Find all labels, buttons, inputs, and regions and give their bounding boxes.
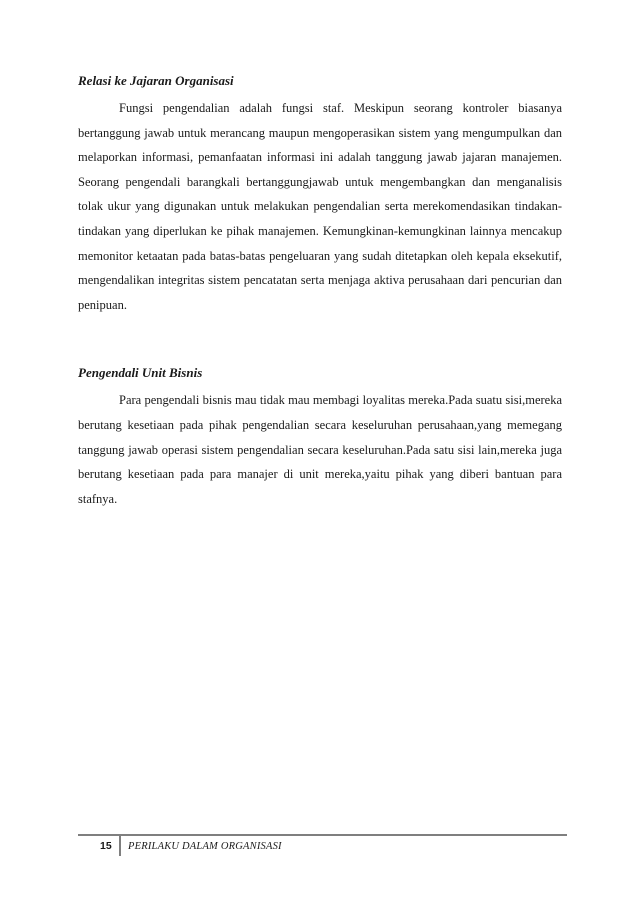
section-relasi-jajaran <box>78 72 562 317</box>
page-footer <box>78 834 567 856</box>
section-paragraph: Para pengendali bisnis mau tidak mau membagi loyalitas mereka.Pada suatu sisi,mereka berutang kesetiaan pada pihak pengendalian secara keseluruhan perusahaan,yang memegang tanggung jawab operasi sistem pengendalian secara keseluruhan.Pada satu sisi lain,mereka juga berutang kesetiaan pada para manajer di unit mereka,yaitu pihak yang diberi bantuan para stafnya. <box>78 393 562 506</box>
section-heading: Pengendali Unit Bisnis <box>78 365 203 381</box>
section-paragraph: Fungsi pengendalian adalah fungsi staf. Meskipun seorang kontroler biasanya bertanggung jawab untuk merancang maupun mengoperasikan sistem yang mengumpulkan dan melaporkan informasi, pemanfaatan informasi ini adalah tanggung jawab jajaran manajemen. Seorang pengendali barangkali bertanggungjawab untuk mengembangkan dan menganalisis tolak ukur yang digunakan untuk melakukan pengendalian serta merekomendasikan tindakan-tindakan yang diperlukan ke pihak manajemen. Kemungkinan-kemungkinan lainnya mencakup memonitor ketaatan pada batas-batas pengeluaran yang sudah ditetapkan oleh kepala eksekutif, mengendalikan integritas sistem pencatatan serta menjaga aktiva perusahaan dari pencurian dan penipuan. <box>78 101 562 312</box>
section-pengendali-unit-bisnis <box>78 364 562 511</box>
section-heading: Relasi ke Jajaran Organisasi <box>78 73 234 88</box>
footer-divider <box>119 836 121 856</box>
footer-rule <box>78 834 567 836</box>
page-body <box>78 72 562 511</box>
running-title: PERILAKU DALAM ORGANISASI <box>128 841 282 852</box>
page-number: 15 <box>100 840 112 852</box>
